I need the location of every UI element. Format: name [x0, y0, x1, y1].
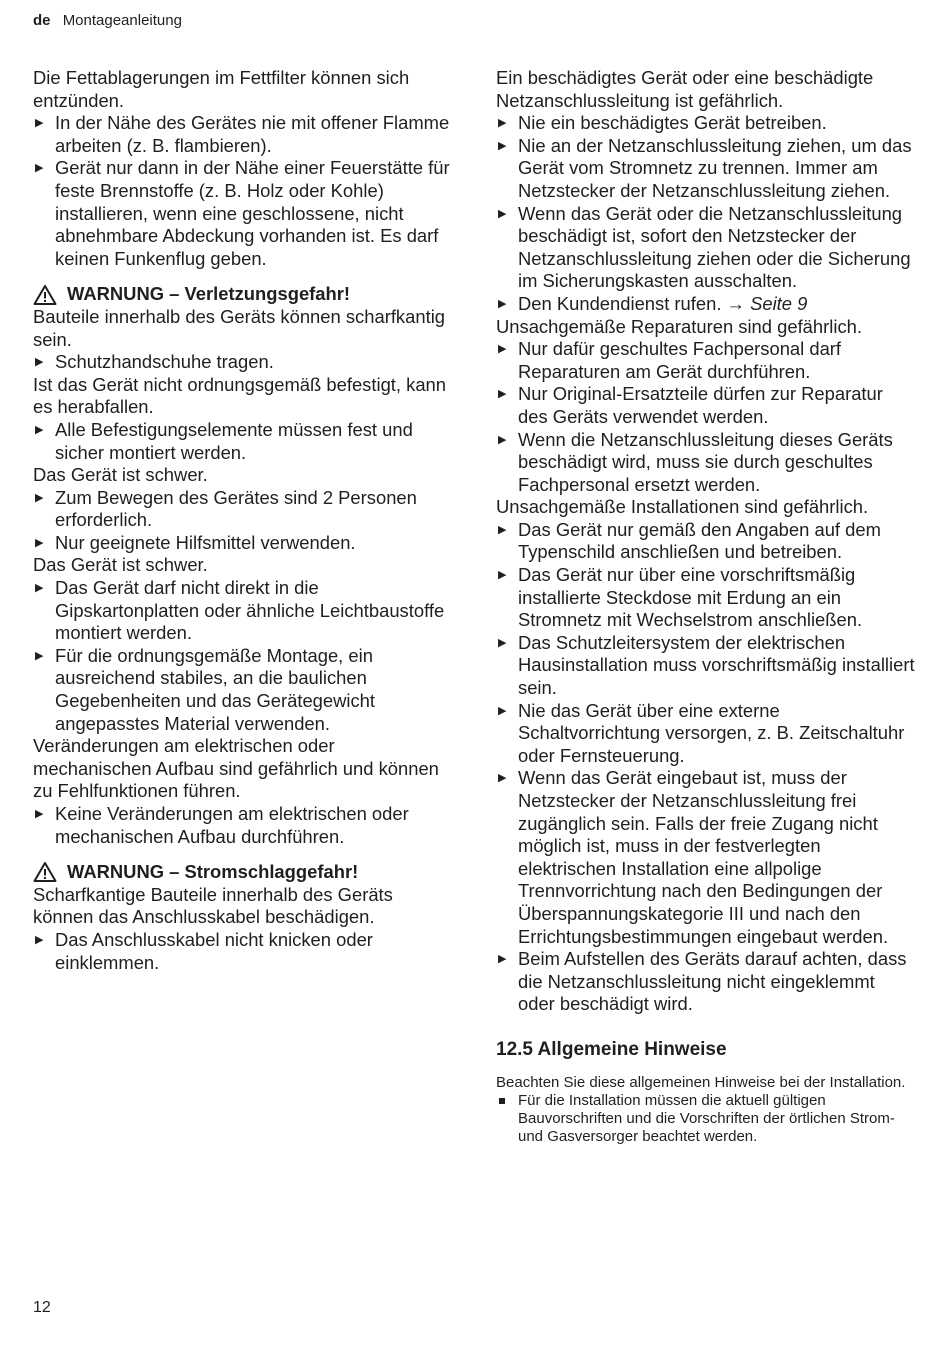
list-item: ▶ Zum Bewegen des Gerätes sind 2 Personen erforderlich.	[35, 486, 417, 531]
bullet-triangle-icon: ▶	[498, 433, 507, 446]
list-item: Für die Installation müssen die aktuell gültigen Bauvorschriften und die Vorschriften der örtlichen Strom- und Gasversorger beachtet werden.	[496, 1092, 916, 1146]
warning-heading: WARNUNG – Verletzungsgefahr!	[33, 283, 453, 306]
language-code: de	[33, 12, 51, 29]
bullet-triangle-icon: ▶	[35, 423, 44, 436]
bullet-square-icon	[499, 1098, 505, 1104]
list-item: ▶ Das Schutzleitersystem der elektrischen Hausinstallation muss vorschriftsmäßig installiert sein.	[498, 631, 915, 699]
bullet-triangle-icon: ▶	[35, 162, 44, 175]
list-item: ▶ In der Nähe des Gerätes nie mit offener Flamme arbeiten (z. B. flambieren).	[35, 112, 450, 156]
bullet-triangle-icon: ▶	[35, 117, 44, 130]
bullet-triangle-icon: ▶	[35, 582, 44, 595]
paragraph: Unsachgemäße Reparaturen sind gefährlich.	[496, 315, 862, 337]
paragraph: Scharfkantige Bauteile innerhalb des Geräts können das Anschlusskabel beschädigen.	[33, 883, 393, 928]
list-item: ▶ Das Gerät darf nicht direkt in die Gipskartonplatten oder ähnliche Leichtbaustoffe montiert werden.	[35, 577, 445, 644]
right-column	[496, 67, 916, 1146]
list-item: ▶ Alle Befestigungselemente müssen fest und sicher montiert werden.	[35, 418, 413, 463]
page-number: 12	[33, 1299, 51, 1316]
page-header	[33, 12, 182, 29]
list-item: ▶ Für die ordnungsgemäße Montage, ein ausreichend stabiles, an die baulichen Gegebenheiten und das Gerätegewicht angepasstes Material verwenden.	[35, 644, 376, 734]
left-column	[33, 67, 453, 974]
list-item: ▶ Wenn das Gerät eingebaut ist, muss der Netzstecker der Netzanschlussleitung frei zugänglich sein. Falls der freie Zugang nicht möglich ist, muss in der festverlegten elektrischen Installation eine allpolige Trennvorrichtung nach den Bedingungen der Überspannungskategorie III und nach den Errichtungsbestimmungen eingebaut werden.	[498, 767, 889, 947]
bullet-triangle-icon: ▶	[498, 636, 507, 649]
list-item: ▶ Gerät nur dann in der Nähe einer Feuerstätte für feste Brennstoffe (z. B. Holz oder Kohle) installieren, wenn eine geschlossene, nicht abnehmbare Abdeckung vorhanden ist. Es darf keinen Funkenflug geben.	[35, 157, 450, 269]
bullet-triangle-icon: ▶	[498, 569, 507, 582]
list-item: ▶ Nur Original-Ersatzteile dürfen zur Reparatur des Geräts verwendet werden.	[498, 383, 883, 427]
list-item: ▶ Keine Veränderungen am elektrischen oder mechanischen Aufbau durchführen.	[35, 803, 409, 847]
bullet-triangle-icon: ▶	[498, 772, 507, 785]
list-item: ▶ Schutzhandschuhe tragen.	[35, 351, 274, 373]
list-item: ▶ Nur dafür geschultes Fachpersonal darf Reparaturen am Gerät durchführen.	[498, 338, 842, 382]
bullet-triangle-icon: ▶	[498, 117, 507, 130]
warning-triangle-icon	[33, 861, 57, 883]
paragraph: Veränderungen am elektrischen oder mechanischen Aufbau sind gefährlich und können zu Fehlfunktionen führen.	[33, 735, 439, 802]
list-item: ▶ Das Gerät nur gemäß den Angaben auf dem Typenschild anschließen und betreiben.	[498, 518, 881, 563]
bullet-triangle-icon: ▶	[498, 388, 507, 401]
section-heading: 12.5 Allgemeine Hinweise	[496, 1038, 727, 1060]
bullet-triangle-icon: ▶	[498, 297, 507, 310]
bullet-triangle-icon: ▶	[498, 139, 507, 152]
bullet-triangle-icon: ▶	[35, 536, 44, 549]
list-item: ▶ Nur geeignete Hilfsmittel verwenden.	[35, 531, 356, 553]
list-item: ▶ Das Anschlusskabel nicht knicken oder einklemmen.	[35, 928, 373, 973]
paragraph: Ist das Gerät nicht ordnungsgemäß befestigt, kann es herabfallen.	[33, 373, 446, 418]
bullet-triangle-icon: ▶	[35, 808, 44, 820]
list-item: ▶ Wenn die Netzanschlussleitung dieses Geräts beschädigt wird, muss sie durch geschultes Fachpersonal ersetzt werden.	[498, 428, 893, 495]
list-item: ▶ Wenn das Gerät oder die Netzanschlussleitung beschädigt ist, sofort den Netzstecker der Netzanschlussleitung ziehen oder die Sicherung im Sicherungskasten ausschalten.	[498, 202, 911, 292]
list-item: ▶ Beim Aufstellen des Geräts darauf achten, dass die Netzanschlussleitung nicht eingeklemmt oder beschädigt wird.	[498, 948, 907, 1015]
paragraph: Beachten Sie diese allgemeinen Hinweise bei der Installation.	[496, 1073, 906, 1091]
paragraph: Ein beschädigtes Gerät oder eine beschädigte Netzanschlussleitung ist gefährlich.	[496, 67, 874, 111]
list-item: ▶ Nie das Gerät über eine externe Schaltvorrichtung versorgen, z. B. Zeitschaltuhr oder Fernsteuerung.	[498, 699, 905, 766]
paragraph: Bauteile innerhalb des Geräts können scharfkantig sein.	[33, 305, 446, 350]
warning-heading: WARNUNG – Stromschlaggefahr!	[33, 861, 453, 884]
warning-triangle-icon	[33, 284, 57, 306]
paragraph: Das Gerät ist schwer.	[33, 554, 208, 576]
bullet-triangle-icon: ▶	[35, 491, 44, 504]
list-item: ▶ Das Gerät nur über eine vorschriftsmäßig installierte Steckdose mit Erdung an ein Stromnetz mit Wechselstrom anschließen.	[498, 564, 863, 631]
paragraph: Unsachgemäße Installationen sind gefährlich.	[496, 496, 869, 518]
bullet-triangle-icon: ▶	[498, 523, 507, 536]
bullet-triangle-icon: ▶	[35, 649, 44, 662]
bullet-triangle-icon: ▶	[35, 933, 44, 946]
paragraph: Die Fettablagerungen im Fettfilter können sich entzünden.	[33, 67, 410, 111]
list-item: ▶ Nie an der Netzanschlussleitung ziehen, um das Gerät vom Stromnetz zu trennen. Immer am Netzstecker der Netzanschlussleitung ziehen.	[498, 134, 912, 201]
bullet-triangle-icon: ▶	[498, 343, 507, 356]
bullet-triangle-icon: ▶	[498, 704, 507, 717]
list-item: ▶ Nie ein beschädigtes Gerät betreiben.	[498, 112, 827, 134]
bullet-triangle-icon: ▶	[498, 953, 507, 966]
bullet-triangle-icon: ▶	[35, 356, 44, 369]
document-title: Montageanleitung	[62, 12, 182, 29]
paragraph: Das Gerät ist schwer.	[33, 464, 208, 486]
page-reference-link[interactable]: → Seite 9	[726, 292, 808, 314]
bullet-triangle-icon: ▶	[498, 207, 507, 220]
list-item: ▶ Den Kundendienst rufen. → Seite 9	[498, 292, 808, 314]
